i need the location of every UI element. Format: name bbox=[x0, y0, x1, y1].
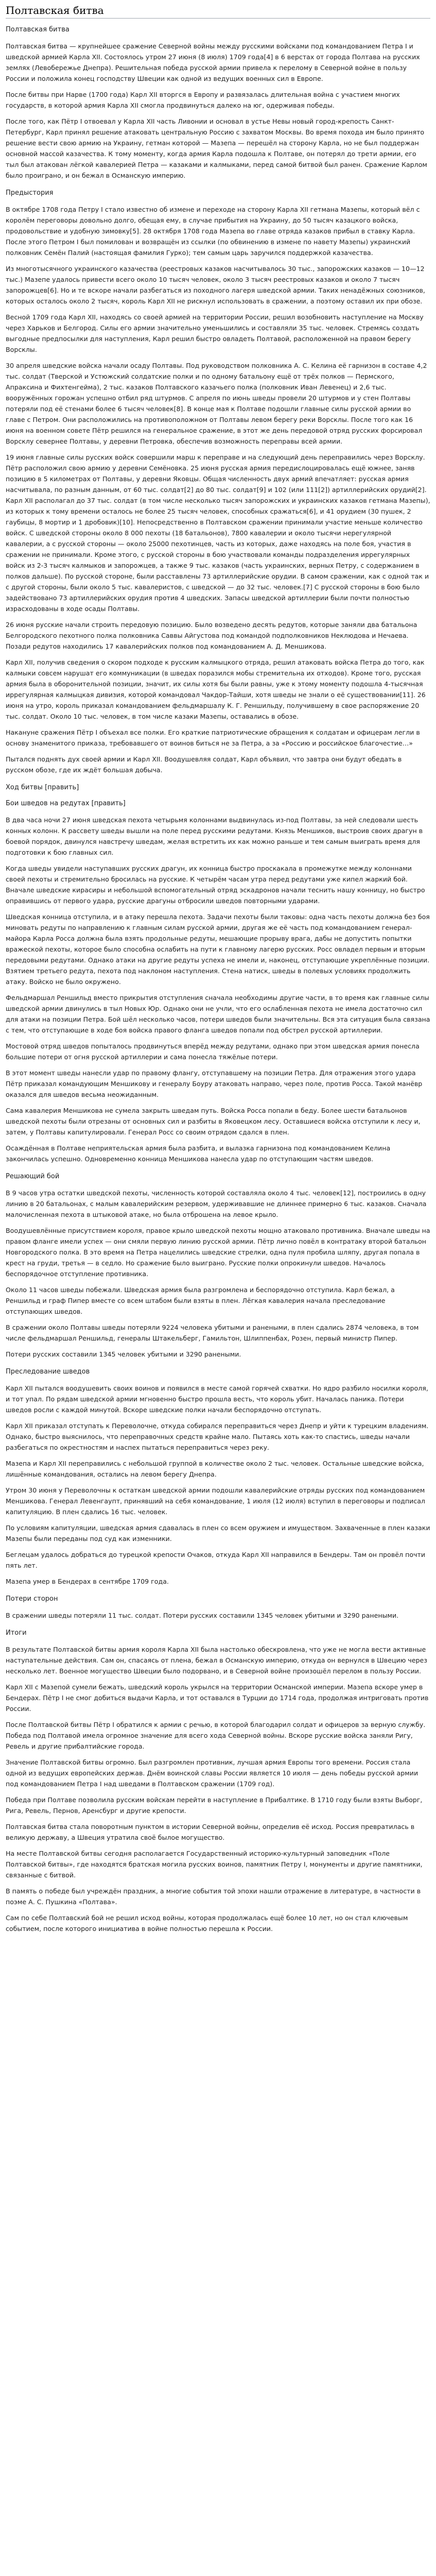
paragraph-results-2: После Полтавской битвы Пётр I обратился к армии с речью, в которой благодарил солдат и офицеров за верную службу. Победа под Полтавой имела огромное значение для всего хода Северной войны. Вскоре русские войска заняли Ригу, Ревель и другие прибалтийские города. bbox=[6, 1721, 426, 1750]
paragraph-background-2: Весной 1709 года Карл XII, находясь со своей армией на территории России, решил возобновить наступление на Москву через Харьков и Белгород. Силы его армии значительно уменьшились и составляли 35 тыс. человек. Стремясь создать выгодные предпосылки для наступления, Карл решил быстро овладеть Полтавой, расположенной на правом берегу Ворсклы. bbox=[6, 313, 424, 353]
paragraph-losses-0: В сражении шведы потеряли 11 тыс. солдат. Потери русских составили 1345 человек убитыми и 3290 ранеными. bbox=[6, 1612, 399, 1619]
paragraph-results-7: В память о победе был учреждён праздник, а многие события той эпохи нашли отражение в литературе, в частности в поэме А. С. Пушкина «Полтава». bbox=[6, 1887, 421, 1906]
section-heading-background: Предыстория bbox=[6, 189, 54, 197]
article-body bbox=[6, 41, 430, 1934]
paragraph-background-7: Накануне сражения Пётр I объехал все полки. Его краткие патриотические обращения к солдатам и офицерам легли в основу знаменитого приказа, требовавшего от воинов биться не за Петра, а за «Россию и российское благочестие…» bbox=[6, 728, 420, 747]
paragraph-main-2: Около 11 часов шведы побежали. Шведская армия была разгромлена и беспорядочно отступила. Карл бежал, а Реншильд и граф Пипер вместе со всем штабом были взяты в плен. Лёгкая кавалерия начала преследование отступающих шведов. bbox=[6, 1286, 395, 1315]
section-heading-redoubts: Бои шведов на редутах [править] bbox=[6, 800, 126, 807]
paragraph-pursuit-5: Беглецам удалось добраться до турецкой крепости Очаков, откуда Карл XII направился в Бендеры. Там он провёл почти пять лет. bbox=[6, 1551, 426, 1569]
paragraph-main-1: Воодушевлённые присутствием короля, правое крыло шведской пехоты мощно атаковало противника. Вначале шведы на правом фланге имели успех — они смяли первую линию русской армии. Пётр лично повёл в контратаку второй батальон Новгородского полка. В это время на Петра нацелились шведские стрелки, одна пуля пробила шляпу, другая попала в крест на груди, третья — в седло. Но сражение было выиграно. Русские полки опрокинули шведов. Началось беспорядочное отступление противника. bbox=[6, 1227, 430, 1278]
paragraph-redoubts-7: Осаждённая в Полтаве неприятельская армия была разбита, и вылазка гарнизона под командованием Келина закончилась успешно. Одновременно конница Меншикова нанесла удар по отступающим частям шведов. bbox=[6, 1144, 391, 1163]
article-subtitle: Полтавская битва bbox=[6, 26, 69, 33]
page-title: Полтавская битва bbox=[6, 4, 430, 19]
paragraph-main-4: Потери русских составили 1345 человек убитыми и 3290 ранеными. bbox=[6, 1350, 241, 1358]
paragraph-pursuit-2: Мазепа и Карл XII переправились с небольшой группой в количестве около 2 тыс. человек. Остальные шведские войска, лишённые командования, остались на левом берегу Днепра. bbox=[6, 1460, 424, 1478]
paragraph-main-3: В сражении около Полтавы шведы потеряли 9224 человека убитыми и ранеными, в плен сдались 2874 человека, в том числе фельдмаршал Реншильд, генералы Штакельберг, Гамильтон, Шлиппенбах, Розен, первый министр Пипер. bbox=[6, 1324, 419, 1342]
paragraph-pursuit-6: Мазепа умер в Бендерах в сентябре 1709 года. bbox=[6, 1578, 169, 1585]
paragraph-background-5: 26 июня русские начали строить передовую позицию. Было возведено десять редутов, которые заняли два батальона Белгородского пехотного полка полковника Саввы Айгустова под командой подполковников Неклюдова и Нечаева. Позади редутов находились 17 кавалерийских полков под командованием А. Д. Меншикова. bbox=[6, 621, 417, 650]
section-heading-results: Итоги bbox=[6, 1629, 27, 1637]
paragraph-intro-2: После того, как Пётр I отвоевал у Карла XII часть Ливонии и основал в устье Невы новый город-крепость Санкт-Петербург, Карл принял решение атаковать центральную Россию с захватом Москвы. Во время похода им было принято решение вести свою армию на Украину, гетман которой — Мазепа — перешёл на сторону Карла, но не был поддержан основной массой казачества. К тому моменту, когда армия Карла подошла к Полтаве, он потерял до трети армии, его тыл был атакован лёгкой кавалерией Петра — казаками и калмыками, перед самой битвой был ранен. Сражение Карлом было проиграно, и он бежал в Османскую империю. bbox=[6, 117, 427, 179]
paragraph-redoubts-6: Сама кавалерия Меншикова не сумела закрыть шведам путь. Войска Росса попали в беду. Более шести батальонов шведской пехоты были отрезаны от основных сил и разбиты в Яковецком лесу. Оставшиеся войска отступили к лесу и, затем, у Полтавы капитулировали. Генерал Росс со своим отрядом сдался в плен. bbox=[6, 1107, 421, 1136]
paragraph-results-1: Карл XII с Мазепой сумели бежать, шведский король укрылся на территории Османской империи. Мазепа вскоре умер в Бендерах. Пётр I не смог добиться выдачи Карла, и тот оставался в Турции до 1714 года, продолжая интриговать против России. bbox=[6, 1683, 429, 1713]
section-heading-pursuit: Преследование шведов bbox=[6, 1368, 90, 1376]
paragraph-background-1: Из многотысячного украинского казачества (реестровых казаков насчитывалось 30 тыс., запорожских казаков — 10—12 тыс.) Мазепе удалось привести всего около 10 тысяч человек, около 3 тысяч реестровых казаков и около 7 тысяч запорожцев[6]. Но и те вскоре начали разбегаться из походного лагеря шведской армии. Таких ненадёжных союзников, которых осталось около 2 тысяч, король Карл XII не рискнул использовать в сражении, а поэтому оставил их при обозе. bbox=[6, 265, 425, 305]
paragraph-results-8: Сам по себе Полтавский бой не решил исход войны, которая продолжалась ещё более 10 лет, но он стал ключевым событием, после которого инициатива в войне полностью перешла к России. bbox=[6, 1914, 408, 1933]
paragraph-redoubts-5: В этот момент шведы нанесли удар по правому флангу, отступавшему на позиции Петра. Для отражения этого удара Пётр приказал командующим Меншикову и генералу Боуру атаковать направо, через поле, против Росса. Такой манёвр оказался для шведов весьма неожиданным. bbox=[6, 1069, 423, 1098]
paragraph-background-8: Пытался поднять дух своей армии и Карл XII. Воодушевляя солдат, Карл объявил, что завтра они будут обедать в русском обозе, где их ждёт большая добыча. bbox=[6, 755, 402, 774]
paragraph-results-4: Победа при Полтаве позволила русским войскам перейти в наступление в Прибалтике. В 1710 году были взяты Выборг, Рига, Ревель, Пернов, Аренсбург и другие крепости. bbox=[6, 1796, 423, 1815]
paragraph-redoubts-1: Когда шведы увидели наступавших русских драгун, их конница быстро проскакала в промежутке между колоннами своей пехоты и стремительно бросилась на русские. К четырём часам утра перед редутами уже кипел жаркий бой. Вначале шведские кирасиры и небольшой вспомогательный отряд эскадронов начали теснить нашу конницу, но быстро оправившись от первого удара, русские драгуны отбросили шведов повторными ударами. bbox=[6, 865, 425, 905]
paragraph-redoubts-0: В два часа ночи 27 июня шведская пехота четырьмя колоннами выдвинулась из-под Полтавы, за ней следовали шесть конных колонн. К рассвету шведы вышли на поле перед русскими редутами. Князь Меншиков, выстроив своих драгун в боевой порядок, двинулся навстречу шведам, желая встретить их как можно раньше и тем самым выиграть время для подготовки к бою главных сил. bbox=[6, 816, 423, 856]
paragraph-redoubts-2: Шведская конница отступила, и в атаку перешла пехота. Задачи пехоты были таковы: одна часть пехоты должна без боя миновать редуты по направлению к главным силам русской армии, другая же её часть под командованием генерал-майора Карла Росса должна была взять продольные редуты, мешающие прорыву врага, дабы не допустить попытки вражеской пехоты, которое было способна ослабить на пути к главному лагерю русских. Росс овладел первым и вторым передовыми редутами. Однако атаки на другие редуты успеха не имели и, наконец, отступающие укреплённые позиции. Взятием третьего редута, пехота под наклоном наступления. Стена натиск, шведы в полевых условиях продолжить атаку. Войско не было окружено. bbox=[6, 913, 430, 986]
paragraph-redoubts-4: Мостовой отряд шведов попыталось продвинуться вперёд между редутами, однако при этом шведская армия понесла большие потери от огня русской артиллерии и сама понесла тяжёлые потери. bbox=[6, 1042, 420, 1061]
paragraph-pursuit-3: Утром 30 июня у Переволочны к остаткам шведской армии подошли кавалерийские отряды русских под командованием Меншикова. Генерал Левенгаупт, принявший на себя командование, 1 июля (12 июля) вступил в переговоры и подписал капитуляцию. В плен сдались 16 тыс. человек. bbox=[6, 1486, 425, 1516]
paragraph-redoubts-3: Фельдмаршал Реншильд вместо прикрытия отступления сначала необходимы другие части, в то время как главные силы шведской армии двинулись в тыл Новых Юр. Однако они не учли, что его ослабленная пехота не имела достаточно сил для атаки на позиции Петра. Бой шёл несколько часов, потери шведов были значительны. Вся эта ситуация была связана с тем, что отступающие в ходе боя войска правого фланга шведов попали под обстрел русской артиллерии. bbox=[6, 994, 430, 1034]
article bbox=[6, 0, 430, 1950]
paragraph-background-0: В октябре 1708 года Петру I стало известно об измене и переходе на сторону Карла XII гетмана Мазепы, который вёл с королём переговоры довольно долго, обещая ему, в случае прибытия на Украину, до 50 тысяч казацкого войска, продовольствие и удобную зимовку[5]. 28 октября 1708 года Мазепа во главе отряда казаков прибыл в ставку Карла. После этого Петром I был помилован и возвращён из ссылки (по обвинению в измене по навету Мазепы) украинский полковник Семён Палий (настоящая фамилия Гурко); тем самым царь заручился поддержкой казачества. bbox=[6, 206, 420, 257]
paragraph-main-0: В 9 часов утра остатки шведской пехоты, численность которой составляла около 4 тыс. человек[12], построились в одну линию в 20 батальонах, с малым кавалерийским резервом, удерживавшие не длиннее примерно 6 тыс. казаков. Сначала малочисленная пехота в штыковой атаке, но была отброшена на левое крыло. bbox=[6, 1189, 427, 1218]
paragraph-intro-0: Полтавская битва — крупнейшее сражение Северной войны между русскими войсками под командованием Петра I и шведской армией Карла XII. Состоялось утром 27 июня (8 июля) 1709 года[4] в 6 верстах от города Полтава на русских землях (Левобережье Днепра). Решительная победа русской армии привела к перелому в Северной войне в пользу России и положила конец господству Швеции как одной из ведущих военных сил в Европе. bbox=[6, 42, 420, 82]
paragraph-results-0: В результате Полтавской битвы армия короля Карла XII была настолько обескровлена, что уже не могла вести активные наступательные действия. Сам он, спасаясь от плена, бежал в Османскую империю, откуда он вернулся в Швецию через несколько лет. Военное могущество Швеции было подорвано, и в Северной войне произошёл перелом в пользу России. bbox=[6, 1646, 427, 1675]
section-heading-course: Ход битвы [править] bbox=[6, 784, 79, 791]
paragraph-background-6: Карл XII, получив сведения о скором подходе к русским калмыцкого отряда, решил атаковать войска Петра до того, как калмыки совсем нарушат его коммуникации (в шведах поразился мобы стремительна их отходов). Кроме того, русская армия была в оборонительной позиции, значит, их силы хотя бы были равны, уже к этому моменту подошла 4-тысячная иррегулярная калмыцкая дивизия, которой командовал Чакдор-Тайши, хотя шведы не знали о её существовании[11]. 26 июня на утро, король приказал командованием фельдмаршалу К. Г. Реншильду, получившему в свое распоряжение 20 тыс. солдат. Около 10 тыс. человек, в том числе казаки Мазепы, оставались в обозе. bbox=[6, 658, 426, 720]
paragraph-results-6: На месте Полтавской битвы сегодня располагается Государственный историко-культурный заповедник «Поле Полтавской битвы», где находятся братская могила русских воинов, памятник Петру I, монументы и другие памятники, связанные с битвой. bbox=[6, 1850, 423, 1879]
section-heading-main: Решающий бой bbox=[6, 1173, 60, 1180]
paragraph-background-3: 30 апреля шведские войска начали осаду Полтавы. Под руководством полковника А. С. Келина её гарнизон в составе 4,2 тыс. солдат (Тверской и Устюжский солдатские полки и по одному батальону ещё от трёх полков — Пермского, Апраксина и Фихтенгейма), 2 тыс. казаков Полтавского казачьего полка (полковник Иван Левенец) и 2,6 тыс. вооружённых горожан успешно отбил ряд штурмов. С апреля по июнь шведы провели 20 штурмов и у стен Полтавы потеряли под её стенами более 6 тысяч человек[8]. В конце мая к Полтаве подошли главные силы русской армии во главе с Петром. Они расположились на противоположном от Полтавы левом берегу реки Ворсклы. После того как 16 июня на военном совете Пётр решился на генеральное сражение, в этот же день передовой отряд русских форсировал Ворсклу севернее Полтавы, у деревни Петровка, обеспечив возможность переправы всей армии. bbox=[6, 362, 427, 445]
paragraph-results-5: Полтавская битва стала поворотным пунктом в истории Северной войны, определив её исход. Россия превратилась в великую державу, а Швеция утратила своё былое могущество. bbox=[6, 1823, 415, 1841]
section-heading-losses: Потери сторон bbox=[6, 1595, 58, 1603]
paragraph-pursuit-0: Карл XII пытался воодушевить своих воинов и появился в месте самой горячей схватки. Но ядро разбило носилки короля, и тот упал. По рядам шведской армии мгновенно быстро прошла весть, что король убит. Началась паника. Потери шведов росли с каждой минутой. Вскоре шведские полки начали беспорядочно отступать. bbox=[6, 1384, 428, 1414]
paragraph-pursuit-4: По условиям капитуляции, шведская армия сдавалась в плен со всем оружием и имуществом. Захваченные в плен казаки Мазепы были переданы под суд как изменники. bbox=[6, 1524, 430, 1543]
paragraph-pursuit-1: Карл XII приказал отступать к Переволочне, откуда собирался переправиться через Днепр и уйти к турецким владениям. Однако, быстро выяснилось, что переправочных средств крайне мало. Пытаясь хоть как-то спастись, шведы начали разбегаться по окрестностям и наспех пытаться переправиться через реку. bbox=[6, 1422, 429, 1451]
paragraph-background-4: 19 июня главные силы русских войск совершили марш к переправе и на следующий день переправились через Ворсклу. Пётр расположил свою армию у деревни Семёновка. 25 июня русская армия передислоцировалась ещё южнее, заняв позицию в 5 километрах от Полтавы, у деревни Яковцы. Общая численность двух армий впечатляет: русская армия насчитывала, по разным данным, от 60 тыс. солдат[2] до 80 тыс. солдат[9] и 102 (или 111[2]) артиллерийских орудий[2]. Карл XII располагал до 37 тыс. солдат (в том числе несколько тысяч запорожских и украинских казаков гетмана Мазепы), из которых к тому времени осталось не более 25 тысяч человек, способных сражаться[6], и 41 орудием (30 пушек, 2 гаубицы, 8 мортир и 1 дробовик)[10]. Непосредственно в Полтавском сражении принимали участие меньше количество войск. С шведской стороны около 8 000 пехоты (18 батальонов), 7800 кавалерии и около тысячи нерегулярной кавалерии, а с русской стороны — около 25000 пехотинцев, часть из которых, даже находясь на поле боя, участия в сражении не принимали. Кроме этого, с русской стороны в бою участвовали команды подразделения иррегулярных войск из 2-3 тысяч калмыков и запорожцев, а также 9 тыс. казаков (часть украинских, верных Петру, с содержанием в полков дальше). По русской стороне, были расставлены 73 артиллерийские орудии. В самом сражении, как с одной так и с другой стороны, были около 5 тыс. кавалеристов, с шведской — до 32 тыс. человек.[7] С русской стороны в бою было задействовано 73 артиллерийских орудия против 4 шведских. Запасы шведской артиллерии были почти полностью израсходованы в ходе осады Полтавы. bbox=[6, 453, 430, 613]
paragraph-intro-1: После битвы при Нарве (1700 года) Карл XII вторгся в Европу и развязалась длительная война с участием многих государств, в которой армия Карла XII смогла продвинуться далеко на юг, одерживая победы. bbox=[6, 91, 400, 109]
paragraph-results-3: Значение Полтавской битвы огромно. Был разгромлен противник, лучшая армия Европы того времени. Россия стала одной из ведущих европейских держав. Днём воинской славы России является 10 июля — день победы русской армии под командованием Петра I над шведами в Полтавском сражении (1709 год). bbox=[6, 1758, 418, 1788]
